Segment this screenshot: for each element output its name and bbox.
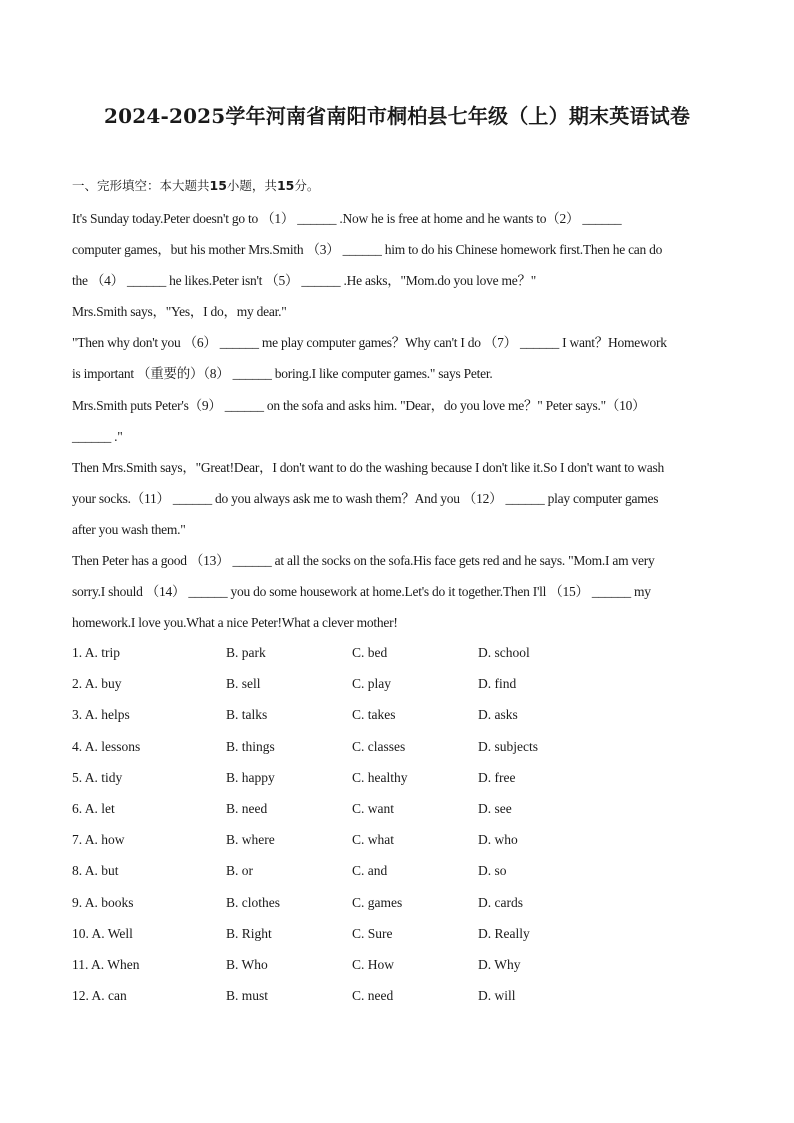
passage-line: is important （重要的）（8） ______ boring.I like computer games." says Peter. <box>72 366 493 382</box>
option-b: B. clothes <box>226 894 280 910</box>
option-c: C. want <box>352 800 394 816</box>
option-d: D. see <box>478 800 512 816</box>
option-d: D. school <box>478 645 530 660</box>
question-row <box>72 890 722 921</box>
option-a: 7. A. how <box>72 832 125 848</box>
total-score: 15 <box>276 178 295 193</box>
option-d: D. cards <box>478 894 523 910</box>
passage-line: Mrs.Smith says，"Yes，I do，my dear." <box>72 304 287 320</box>
option-b: B. things <box>226 738 275 754</box>
question-row <box>72 765 722 796</box>
option-b: B. happy <box>226 769 275 785</box>
option-c: C. bed <box>352 645 388 660</box>
section-suffix: 分。 <box>294 178 320 193</box>
passage-line: your socks.（11） ______ do you always ask me to wash them？And you （12） ______ play computer games <box>72 490 659 506</box>
question-count: 15 <box>209 178 227 193</box>
option-b: B. where <box>226 832 275 848</box>
option-a: 10. A. Well <box>72 925 133 941</box>
question-row <box>72 734 722 765</box>
passage-line: after you wash them." <box>72 521 186 537</box>
option-c: C. healthy <box>352 769 408 785</box>
option-d: D. will <box>478 988 516 1004</box>
option-b: B. Who <box>226 956 268 972</box>
option-c: C. games <box>352 894 403 910</box>
option-b: B. park <box>226 645 266 660</box>
option-c: C. Sure <box>352 925 393 941</box>
option-b: B. Right <box>226 925 272 941</box>
question-row <box>72 983 722 1014</box>
option-d: D. find <box>478 676 517 692</box>
passage-line: Mrs.Smith puts Peter's（9） ______ on the sofa and asks him. "Dear，do you love me？" Peter says."（10） <box>72 397 646 413</box>
option-a: 9. A. books <box>72 894 134 910</box>
option-a: 6. A. let <box>72 800 115 816</box>
option-a: 12. A. can <box>72 988 127 1004</box>
option-c: C. takes <box>352 707 396 723</box>
passage-line: computer games，but his mother Mrs.Smith （3） ______ him to do his Chinese homework first.Then he can do <box>72 242 663 258</box>
answer-options <box>72 640 722 1014</box>
option-b: B. or <box>226 863 253 879</box>
cloze-passage <box>72 203 722 638</box>
option-d: D. free <box>478 769 516 785</box>
passage-line: ______ ." <box>72 428 123 444</box>
option-d: D. subjects <box>478 738 538 754</box>
page-title: 2024-2025学年河南省南阳市桐柏县七年级（上）期末英语试卷 <box>103 104 691 128</box>
option-a: 11. A. When <box>72 956 140 972</box>
option-a: 8. A. but <box>72 863 119 879</box>
question-row <box>72 640 722 671</box>
option-c: C. play <box>352 676 391 692</box>
passage-line: homework.I love you.What a nice Peter!What a clever mother! <box>72 615 398 631</box>
option-b: B. need <box>226 800 268 816</box>
section-mid: 小题，共 <box>226 178 277 193</box>
option-a: 2. A. buy <box>72 676 122 692</box>
passage-line: Then Mrs.Smith says，"Great!Dear，I don't want to do the washing because I don't like it.So I don't want to wash <box>72 459 664 475</box>
section-prefix: 一、完形填空：本大题共 <box>72 178 210 193</box>
question-row <box>72 952 722 983</box>
option-c: C. need <box>352 988 394 1004</box>
option-c: C. How <box>352 956 395 972</box>
option-d: D. asks <box>478 707 518 723</box>
option-c: C. and <box>352 863 388 879</box>
question-row <box>72 921 722 952</box>
option-b: B. talks <box>226 707 268 723</box>
passage-line: Then Peter has a good （13） ______ at all the socks on the sofa.His face gets red and he says. "Mom.I am very <box>72 553 655 569</box>
option-d: D. so <box>478 863 507 879</box>
question-row <box>72 827 722 858</box>
option-d: D. who <box>478 832 518 848</box>
option-a: 5. A. tidy <box>72 769 123 785</box>
question-row <box>72 702 722 733</box>
question-row <box>72 796 722 827</box>
passage-line: It's Sunday today.Peter doesn't go to （1） ______ .Now he is free at home and he wants to（2） ______ <box>72 211 622 226</box>
option-b: B. must <box>226 988 269 1004</box>
section-heading <box>72 176 319 194</box>
option-a: 3. A. helps <box>72 707 130 723</box>
option-d: D. Really <box>478 925 530 941</box>
question-row <box>72 671 722 702</box>
option-a: 1. A. trip <box>72 645 121 660</box>
passage-line: the （4） ______ he likes.Peter isn't （5） ______ .He asks，"Mom.do you love me？" <box>72 273 537 289</box>
option-c: C. what <box>352 832 394 848</box>
option-c: C. classes <box>352 738 406 754</box>
option-b: B. sell <box>226 676 261 692</box>
option-d: D. Why <box>478 956 521 972</box>
passage-line: sorry.I should （14） ______ you do some housework at home.Let's do it together.Then I'll （15） ______ my <box>72 584 651 600</box>
option-a: 4. A. lessons <box>72 738 141 754</box>
question-row <box>72 858 722 889</box>
passage-line: "Then why don't you （6） ______ me play computer games？Why can't I do （7） ______ I want？Homework <box>72 335 667 351</box>
